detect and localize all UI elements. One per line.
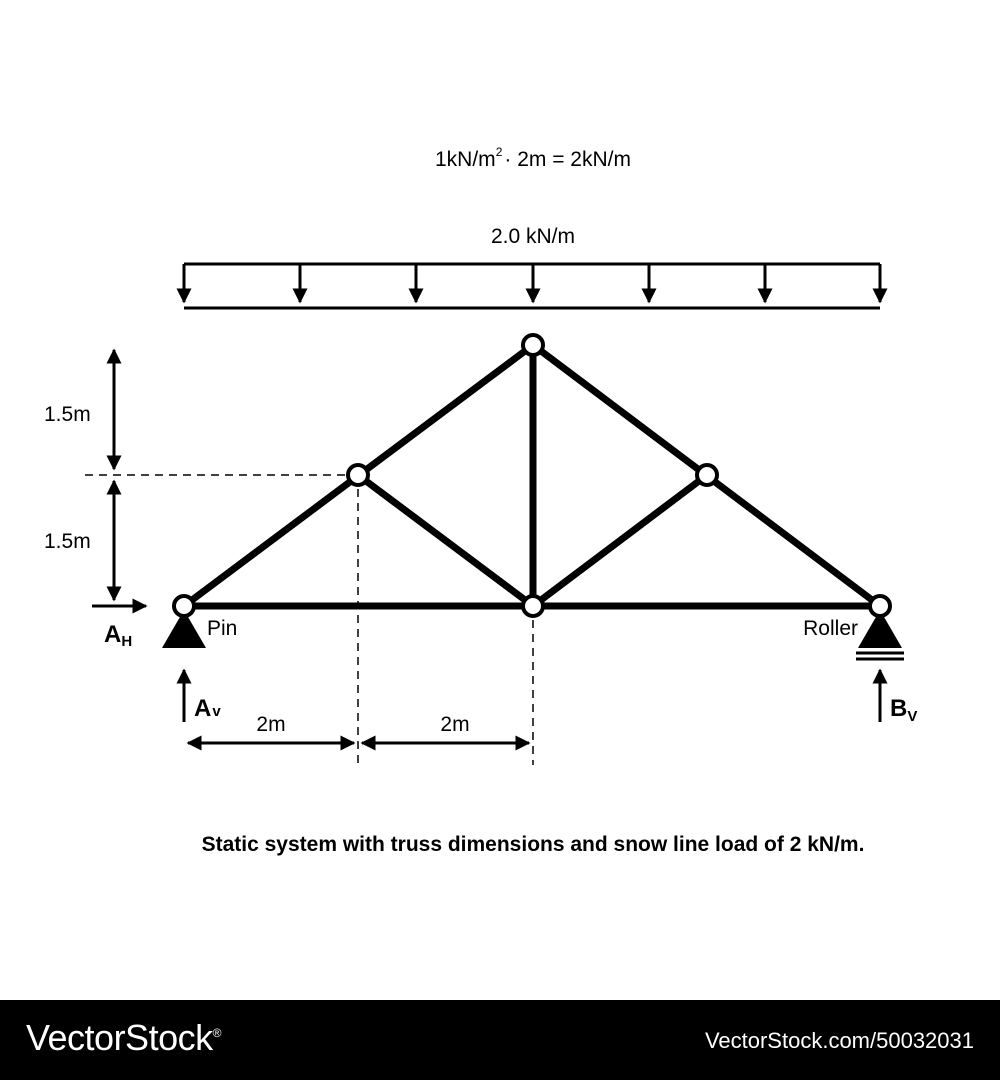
pin-label: Pin — [207, 617, 238, 640]
span-right-label: 2m — [440, 713, 470, 736]
reaction-av-label: Av — [194, 695, 221, 722]
diagonal-right — [533, 475, 707, 606]
caption: Static system with truss dimensions and snow line load of 2 kN/m. — [201, 833, 865, 856]
reaction-ah-label: AH — [104, 621, 133, 650]
node — [174, 596, 194, 616]
diagonal-left — [358, 475, 533, 606]
distributed-load — [184, 264, 880, 308]
reference-url: VectorStock.com/50032031 — [704, 1028, 974, 1053]
height-lower-label: 1.5m — [44, 530, 91, 553]
node — [870, 596, 890, 616]
node — [523, 335, 543, 355]
line-load-label: 2.0 kN/m — [490, 225, 576, 248]
load-formula: $1kN/m^2\cdot 2m = 2kN/m$ — [435, 145, 631, 171]
span-left-label: 2m — [256, 713, 286, 736]
brand-logo: VectorStock® — [26, 1017, 221, 1058]
node — [348, 465, 368, 485]
roller-label: Roller — [803, 617, 858, 640]
watermark-footer — [0, 1000, 1000, 1080]
node — [523, 596, 543, 616]
reaction-bv-label: BV — [890, 695, 918, 725]
height-upper-label: 1.5m — [44, 403, 91, 426]
node — [697, 465, 717, 485]
